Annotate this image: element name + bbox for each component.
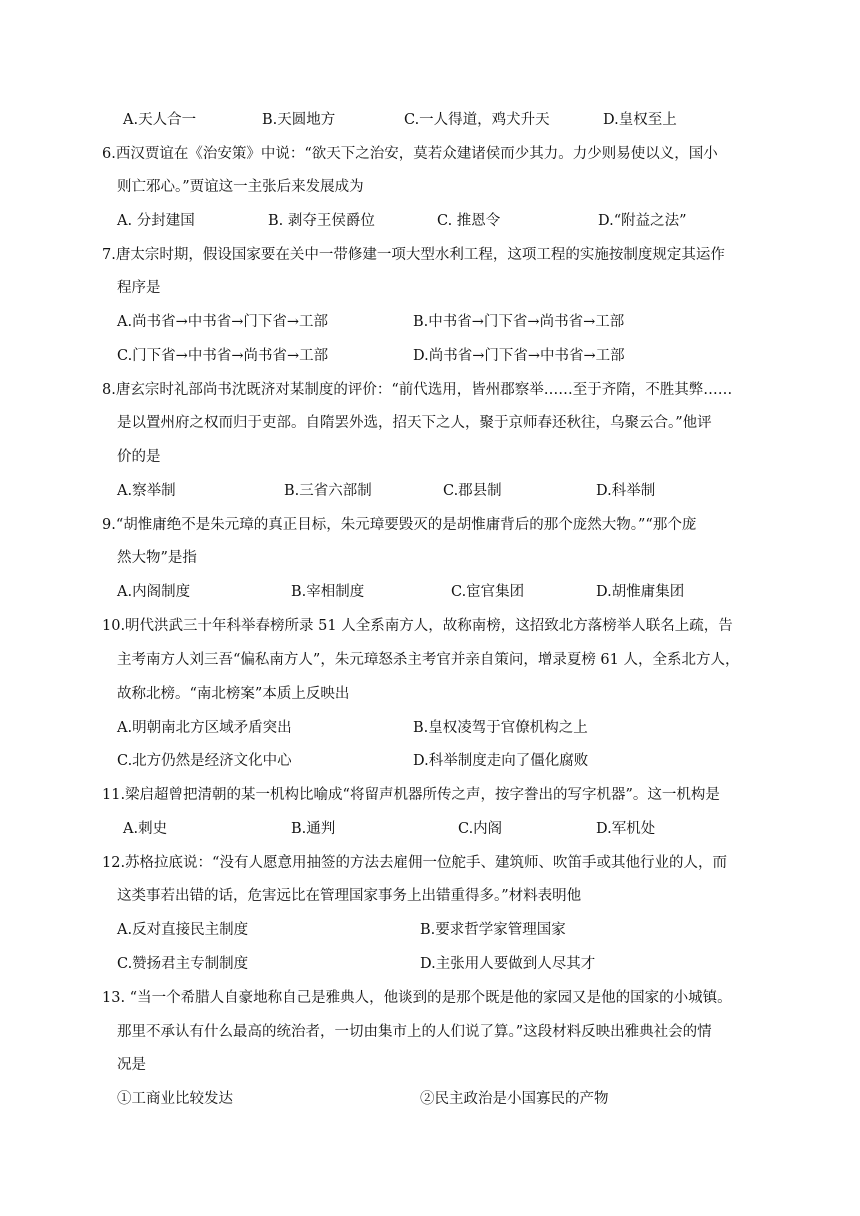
q7-option-a: A.尚书省→中书省→门下省→工部 (117, 314, 329, 330)
q5-option-a: A.天人合一 (123, 112, 197, 128)
q10-stem-line1: 10.明代洪武三十年科举春榜所录 51 人全系南方人，故称南榜，这招致北方落榜举人联名上疏，告 (102, 618, 733, 634)
q12-stem-line1: 12.苏格拉底说：“没有人愿意用抽签的方法去雇佣一位舵手、建筑师、吹笛手或其他行业的人，而 (102, 855, 727, 871)
q6-stem-line2: 则亡邪心。”贾谊这一主张后来发展成为 (117, 179, 364, 195)
q10-stem-line3: 故称北榜。“南北榜案”本质上反映出 (117, 686, 350, 702)
q13-stem-line1: 13. “当一个希腊人自豪地称自己是雅典人，他谈到的是那个既是他的家园又是他的国家的小城镇。 (102, 990, 732, 1006)
q5-option-c: C.一人得道，鸡犬升天 (404, 112, 550, 128)
q9-option-b: B.宰相制度 (291, 584, 365, 600)
q7-option-b: B.中书省→门下省→尚书省→工部 (413, 314, 625, 330)
q7-stem-line2: 程序是 (117, 280, 161, 296)
q12-stem-line2: 这类事若出错的话，危害远比在管理国家事务上出错重得多。”材料表明他 (117, 888, 582, 904)
q11-option-a: A.刺史 (123, 821, 168, 837)
q8-stem-line2: 是以置州府之权而归于吏部。自隋罢外选，招天下之人，聚于京师春还秋往，乌聚云合。”他评 (117, 415, 712, 431)
q8-stem-line1: 8.唐玄宗时礼部尚书沈既济对某制度的评价：“前代选用，皆州郡察举……至于齐隋，不胜其弊…… (102, 382, 733, 398)
q10-stem-line2: 主考南方人刘三吾“偏私南方人”，朱元璋怒杀主考官并亲自策问，增录夏榜 61 人，全系北方人， (117, 652, 740, 668)
q10-option-c: C.北方仍然是经济文化中心 (117, 753, 292, 769)
q9-option-d: D.胡惟庸集团 (596, 584, 685, 600)
q10-option-b: B.皇权凌驾于官僚机构之上 (413, 720, 588, 736)
q11-option-b: B.通判 (291, 821, 336, 837)
q12-option-c: C.赞扬君主专制制度 (117, 956, 249, 972)
q8-stem-line3: 价的是 (117, 449, 161, 465)
q10-option-a: A.明朝南北方区域矛盾突出 (117, 720, 292, 736)
q5-option-d: D.皇权至上 (603, 112, 677, 128)
q11-option-d: D.军机处 (596, 821, 656, 837)
q12-option-a: A.反对直接民主制度 (117, 922, 249, 938)
q9-option-c: C.宦官集团 (451, 584, 525, 600)
q9-option-a: A.内阁制度 (117, 584, 191, 600)
q7-stem-line1: 7.唐太宗时期，假设国家要在关中一带修建一项大型水利工程，这项工程的实施按制度规定其运作 (102, 247, 725, 263)
q10-option-d: D.科举制度走向了僵化腐败 (413, 753, 589, 769)
q8-option-a: A.察举制 (117, 483, 176, 499)
q13-stem-line2: 那里不承认有什么最高的统治者，一切由集市上的人们说了算。”这段材料反映出雅典社会的情 (117, 1024, 712, 1040)
q5-option-b: B.天圆地方 (262, 112, 336, 128)
q12-option-d: D.主张用人要做到人尽其才 (420, 956, 596, 972)
q7-option-d: D.尚书省→门下省→中书省→工部 (413, 348, 625, 364)
q6-option-b: B. 剥夺王侯爵位 (268, 213, 375, 229)
q6-option-c: C. 推恩令 (437, 213, 501, 229)
q9-stem-line2: 然大物”是指 (117, 550, 197, 566)
q13-option-2: ②民主政治是小国寡民的产物 (420, 1091, 609, 1107)
q12-option-b: B.要求哲学家管理国家 (420, 922, 566, 938)
q13-stem-line3: 况是 (117, 1057, 146, 1073)
q8-option-d: D.科举制 (596, 483, 656, 499)
q8-option-b: B.三省六部制 (284, 483, 372, 499)
q13-option-1: ①工商业比较发达 (117, 1091, 233, 1107)
q11-option-c: C.内阁 (458, 821, 503, 837)
q6-option-d: D.“附益之法” (598, 213, 687, 229)
q8-option-c: C.郡县制 (443, 483, 502, 499)
q7-option-c: C.门下省→中书省→尚书省→工部 (117, 348, 329, 364)
q11-stem-line1: 11.梁启超曾把清朝的某一机构比喻成“将留声机器所传之声，按字誊出的写字机器”。这一机构是 (102, 787, 720, 803)
q9-stem-line1: 9.“胡惟庸绝不是朱元璋的真正目标，朱元璋要毁灭的是胡惟庸背后的那个庞然大物。”“那个庞 (102, 517, 697, 533)
q6-option-a: A. 分封建国 (117, 213, 195, 229)
q6-stem-line1: 6.西汉贾谊在《治安策》中说：“欲天下之治安，莫若众建诸侯而少其力。力少则易使以义，国小 (102, 146, 718, 162)
